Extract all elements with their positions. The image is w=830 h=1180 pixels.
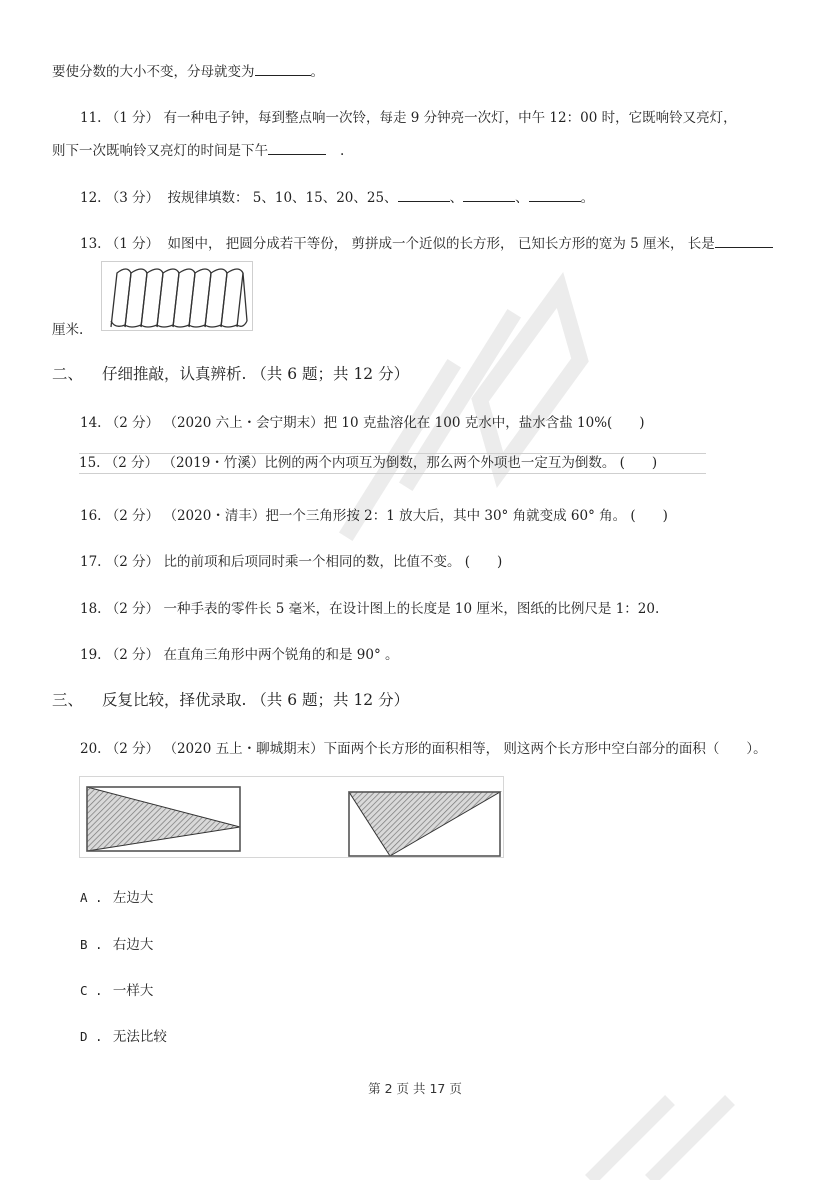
option-a[interactable]: A . 左边大 — [80, 890, 154, 906]
question-18: 18. （2 分） 一种手表的零件长 5 毫米，在设计图上的长度是 10 厘米，图纸的比例尺是 1：20. — [80, 601, 660, 617]
question-14: 14. （2 分） （2020 六上・会宁期末）把 10 克盐溶化在 100 克水中，盐水含盐 10%( ) — [80, 415, 645, 431]
section-2-header: 二、 仔细推敲，认真辨析. （共 6 题；共 12 分） — [52, 365, 410, 383]
question-11-line2: 则下一次既响铃又亮灯的时间是下午 . — [52, 139, 344, 159]
question-13-unit: 厘米. — [52, 322, 84, 338]
answer-blank-3[interactable] — [529, 187, 581, 202]
question-15: 15. （2 分） （2019・竹溪）比例的两个内项互为倒数，那么两个外项也一定互为倒数。 ( ) — [79, 453, 706, 474]
answer-blank[interactable] — [268, 140, 326, 155]
two-rectangles-figure — [79, 776, 504, 858]
option-b[interactable]: B . 右边大 — [80, 937, 154, 953]
question-11: 11. （1 分） 有一种电子钟，每到整点响一次铃，每走 9 分钟亮一次灯，中午 12：00 时，它既响铃又亮灯， — [80, 110, 737, 126]
answer-blank-1[interactable] — [398, 187, 450, 202]
question-13: 13. （1 分） 如图中， 把圆分成若干等份， 剪拼成一个近似的长方形， 已知长方形的宽为 5 厘米， 长是 — [80, 232, 773, 252]
answer-blank[interactable] — [715, 233, 773, 248]
question-12: 12. （3 分） 按规律填数： 5、10、15、20、25、 、 、 。 — [80, 186, 594, 206]
question-19: 19. （2 分） 在直角三角形中两个锐角的和是 90° 。 — [80, 647, 399, 663]
continuation-line: 要使分数的大小不变，分母就变为 。 — [52, 60, 324, 80]
answer-blank[interactable] — [255, 61, 311, 76]
question-17: 17. （2 分） 比的前项和后项同时乘一个相同的数，比值不变。 ( ) — [80, 554, 503, 570]
answer-blank-2[interactable] — [463, 187, 515, 202]
circle-rectangle-figure — [101, 261, 253, 331]
page-footer: 第 2 页 共 17 页 — [368, 1081, 462, 1096]
question-16: 16. （2 分） （2020・清丰）把一个三角形按 2：1 放大后，其中 30° 角就变成 60° 角。 ( ) — [80, 508, 668, 524]
option-d[interactable]: D . 无法比较 — [80, 1029, 167, 1045]
option-c[interactable]: C . 一样大 — [80, 983, 154, 999]
section-3-header: 三、 反复比较，择优录取. （共 6 题；共 12 分） — [52, 691, 410, 709]
question-20: 20. （2 分） （2020 五上・聊城期末）下面两个长方形的面积相等， 则这两个长方形中空白部分的面积（ ）。 — [80, 741, 767, 757]
